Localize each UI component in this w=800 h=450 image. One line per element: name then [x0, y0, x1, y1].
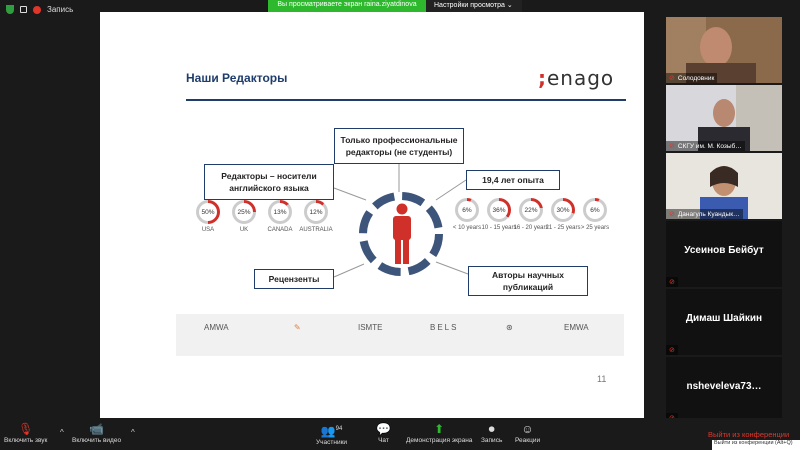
participant-name: nsheveleva73… — [686, 381, 762, 392]
box-native: Редакторы – носители английского языка — [204, 164, 334, 200]
participant-tile[interactable] — [666, 357, 782, 423]
pie--10-years — [455, 198, 479, 222]
audio-button[interactable]: 🎙 Включить звук — [4, 422, 48, 444]
quill-logo: ✎ — [294, 323, 301, 332]
pie-australia — [304, 200, 328, 224]
participants-button[interactable]: 👥$^{94}$ Участники — [316, 421, 347, 446]
mic-muted-icon: ⊘ — [669, 279, 675, 286]
meeting-toolbar — [0, 418, 800, 450]
pie-value: 36% — [490, 201, 508, 219]
pie-value: 13% — [271, 203, 289, 221]
participant-tile[interactable] — [666, 221, 782, 287]
pie--25-years — [583, 198, 607, 222]
pie-label: USA — [201, 227, 215, 233]
chat-button[interactable]: 💬 Чат — [376, 422, 391, 444]
page-number: 11 — [597, 374, 607, 384]
pie-21-25-years — [551, 198, 575, 222]
amwa-logo: AMWA — [204, 323, 229, 332]
chat-icon: 💬 — [376, 422, 391, 436]
pie-16-20-years — [519, 198, 543, 222]
participant-tile[interactable]: ⊘ Солодовник — [666, 17, 782, 83]
people-icon: 👥$^{94}$ — [320, 424, 343, 438]
shield-icon — [6, 5, 14, 14]
participants-panel — [644, 12, 800, 418]
lock-icon — [20, 6, 27, 13]
participant-tile[interactable]: ⊘ СКГУ им. М. Козыб… — [666, 85, 782, 151]
pie-label: 21 - 25 years — [545, 225, 581, 231]
participant-tile[interactable]: ⊘ Данагуль Куандык… — [666, 153, 782, 219]
reactions-button[interactable]: ☺ Реакции — [515, 422, 541, 444]
record-button[interactable]: ⏺ Запись — [481, 422, 503, 444]
person-icon — [389, 203, 415, 265]
pie-value: 6% — [458, 201, 476, 219]
video-options-caret[interactable]: ^ — [131, 428, 135, 437]
pie-label: CANADA — [267, 227, 293, 233]
bels-logo: BELS — [430, 323, 459, 332]
box-experience: 19,4 лет опыта — [466, 170, 560, 190]
reaction-icon: ☺ — [521, 422, 534, 436]
mic-muted-icon: ⊘ — [669, 75, 675, 82]
pie-label: 10 - 15 years — [481, 225, 517, 231]
pie-label: > 25 years — [580, 225, 610, 231]
video-off-icon: 📹 — [89, 422, 105, 436]
pie-10-15-years — [487, 198, 511, 222]
video-button[interactable]: 📹 Включить видео — [72, 422, 122, 444]
audio-options-caret[interactable]: ^ — [60, 428, 64, 437]
mic-muted-icon: ⊘ — [669, 143, 675, 150]
enago-logo: ;enago — [538, 66, 615, 90]
pie-label: < 10 years — [452, 225, 482, 231]
participant-name: Димаш Шайкин — [685, 313, 763, 324]
emwa-logo: EMWA — [564, 323, 589, 332]
mic-muted-icon: ⊘ — [669, 211, 675, 218]
pie-value: 50% — [199, 203, 217, 221]
box-reviewers: Рецензенты — [254, 269, 334, 289]
participant-name: Усеинов Бейбут — [684, 245, 764, 256]
partner-logos — [176, 314, 624, 356]
pie-label: AUSTRALIA — [299, 227, 333, 233]
shared-slide — [100, 12, 644, 418]
pie-label: 16 - 20 years — [513, 225, 549, 231]
record-indicator — [6, 5, 73, 14]
mic-muted-icon: 🎙 — [18, 422, 34, 436]
mic-muted-icon: ⊘ — [669, 347, 675, 354]
share-screen-button[interactable]: ⬆ Демонстрация экрана — [406, 422, 473, 444]
pie-value: 12% — [307, 203, 325, 221]
leave-tooltip: Выйти из конференции (Alt+Q) — [712, 440, 800, 450]
record-icon: ⏺ — [488, 422, 495, 436]
participant-tile[interactable] — [666, 289, 782, 355]
pie-usa — [196, 200, 220, 224]
ismte-logo: ISMTE — [358, 323, 383, 332]
record-label: Запись — [47, 5, 74, 14]
box-authors: Авторы научных публикаций — [468, 266, 588, 296]
share-screen-icon: ⬆ — [434, 422, 445, 436]
pie-canada — [268, 200, 292, 224]
chevron-down-icon: ⌄ — [506, 2, 513, 9]
slide-title: Наши Редакторы — [186, 71, 288, 85]
pie-uk — [232, 200, 256, 224]
box-professional: Только профессиональные редакторы (не студенты) — [334, 128, 464, 164]
share-banner[interactable] — [268, 0, 522, 12]
pie-value: 22% — [522, 201, 540, 219]
pie-value: 30% — [554, 201, 572, 219]
pie-value: 25% — [235, 203, 253, 221]
share-banner-text: Вы просматриваете экран raina.ziyatdinova — [268, 0, 426, 12]
leave-meeting-button[interactable]: Выйти из конференции — [708, 430, 790, 439]
pie-value: 6% — [586, 201, 604, 219]
society-seal-logo: ⊛ — [506, 323, 513, 332]
pie-label: UK — [239, 227, 249, 233]
record-dot-icon — [33, 6, 41, 14]
view-options-button[interactable]: Настройки просмотра ⌄ — [426, 0, 522, 12]
